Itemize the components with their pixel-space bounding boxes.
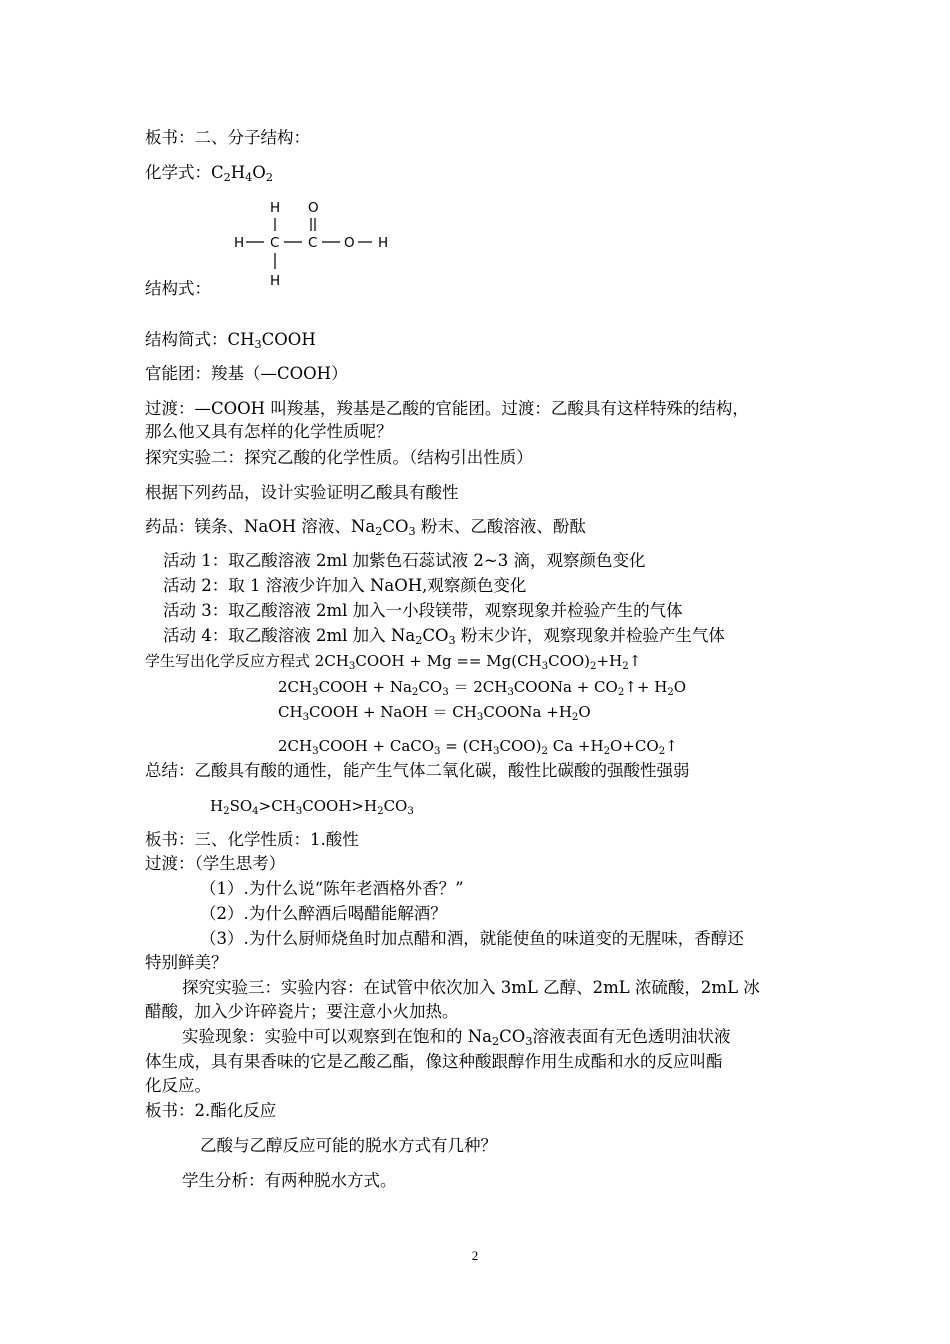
text: ＝ 2CH (448, 678, 508, 696)
atom-bottom-h: H (270, 273, 281, 289)
text: 过渡：—COOH 叫羧基，羧基是乙酸的官能团。过渡：乙酸具有这样特殊的结构， (145, 399, 749, 418)
line-experiment-3-cont (145, 1001, 459, 1023)
text: O+CO (610, 737, 659, 755)
sub: 3 (507, 686, 514, 698)
sub: 2 (622, 660, 629, 672)
sub: 2 (223, 805, 230, 817)
sub: 2 (541, 745, 548, 757)
text: COO) (499, 737, 542, 755)
text: COOH + Na (318, 678, 412, 696)
line-structural-label (145, 278, 211, 300)
sub: 2 (375, 525, 383, 539)
text: CO (499, 1027, 526, 1046)
sub: 3 (434, 745, 441, 757)
line-summary (145, 760, 690, 782)
line-activity-1 (163, 550, 645, 572)
structural-formula-svg (232, 198, 402, 290)
text: 粉末、乙酸溶液、酚酞 (415, 517, 586, 536)
line-reagents (145, 516, 586, 538)
line-student-analysis (182, 1170, 397, 1192)
text: 根据下列药品，设计实验证明乙酸具有酸性 (145, 483, 459, 502)
sub: 3 (407, 805, 414, 817)
text: CO (418, 678, 443, 696)
line-transition-think (145, 853, 285, 875)
line-design-experiment (145, 482, 459, 504)
text: 板书：2.酯化反应 (145, 1101, 277, 1120)
line-equation-mg (145, 650, 641, 672)
text: 化学式：C (145, 163, 224, 182)
line-equation-naoh (278, 701, 591, 723)
text: O (252, 163, 266, 182)
sub: 3 (442, 686, 449, 698)
line-question-3 (200, 928, 744, 950)
line-simplified-formula (145, 329, 316, 351)
text: （1）.为什么说“陈年老酒格外香？” (200, 879, 464, 898)
sub: 2 (658, 745, 666, 757)
sub: 2 (265, 171, 273, 185)
line-transition-2 (145, 421, 393, 443)
text: 2CH (278, 678, 313, 696)
line-acid-order (210, 795, 414, 817)
text: 活动 2：取 1 溶液少许加入 NaOH,观察颜色变化 (163, 576, 527, 595)
text: CO (383, 797, 408, 815)
sub: 2 (415, 634, 423, 648)
text: 活动 1：取乙酸溶液 2ml 加紫色石蕊试液 2~3 滴，观察颜色变化 (163, 551, 646, 570)
line-board-chemical-props (145, 829, 359, 851)
text: 过渡：（学生思考） (145, 854, 286, 873)
sub: 2 (603, 745, 611, 757)
atom-top-h: H (270, 200, 281, 216)
sub: 3 (312, 686, 319, 698)
text: 结构式： (145, 279, 211, 298)
text: COOH (261, 330, 316, 349)
line-experiment-2 (145, 447, 533, 469)
line-equation-caco3 (278, 735, 678, 757)
text: 总结：乙酸具有酸的通性，能产生气体二氧化碳，酸性比碳酸的强酸性强弱 (145, 761, 690, 780)
text: 药品：镁条、NaOH 溶液、Na (145, 517, 376, 536)
text: 官能团：羧基（—COOH） (145, 364, 348, 383)
text: 学生写出化学反应方程式 2CH (145, 652, 349, 670)
text: 粉末少许，观察现象并检验产生气体 (455, 626, 725, 645)
line-activity-4 (163, 625, 725, 647)
line-board-structure (145, 127, 310, 149)
text: 学生分析：有两种脱水方式。 (182, 1171, 397, 1190)
sub: 2 (492, 1035, 500, 1049)
text: COOH + CaCO (318, 737, 435, 755)
text: CH (278, 703, 303, 721)
line-experiment-3 (182, 977, 760, 999)
line-activity-3 (163, 600, 683, 622)
sub: 3 (541, 660, 549, 672)
text: 探究实验二：探究乙酸的化学性质。（结构引出性质） (145, 448, 533, 467)
line-question-2 (200, 903, 447, 925)
sub: 2 (571, 711, 579, 723)
sub: 3 (302, 711, 310, 723)
text: ↑+ H (624, 678, 668, 696)
line-chemical-formula (145, 162, 273, 184)
sub: 2 (617, 686, 625, 698)
text: 化反应。 (145, 1076, 211, 1095)
line-dehydration-question (200, 1135, 497, 1157)
line-question-1 (200, 878, 464, 900)
text: COONa +H (483, 703, 572, 721)
text: 实验现象：实验中可以观察到在饱和的 Na (182, 1027, 493, 1046)
sub: 4 (252, 805, 259, 817)
atom-top-o: O (308, 200, 319, 216)
text: ↑ (665, 737, 678, 755)
line-functional-group (145, 363, 348, 385)
sub: 3 (448, 634, 456, 648)
text: H (230, 163, 246, 182)
text: COONa + CO (513, 678, 618, 696)
structural-formula (232, 198, 402, 295)
text: COOH + NaOH ＝ CH (309, 703, 477, 721)
text: 溶液表面有无色透明油状液 (532, 1027, 731, 1046)
line-activity-2 (163, 575, 526, 597)
text: 体生成，具有果香味的它是乙酸乙酯，像这种酸跟醇作用生成酯和水的反应叫酯 (145, 1052, 723, 1071)
atom-c1: C (270, 235, 280, 251)
line-phenomenon-cont-2 (145, 1075, 211, 1097)
text: CO (422, 626, 449, 645)
text: 探究实验三：实验内容：在试管中依次加入 3mL 乙醇、2mL 浓硫酸，2mL 冰 (182, 978, 760, 997)
text: COOH>H (302, 797, 378, 815)
text: 乙酸与乙醇反应可能的脱水方式有几种？ (200, 1136, 497, 1155)
text: 特别鲜美？ (145, 953, 228, 972)
text: H (210, 797, 224, 815)
text: O (578, 703, 591, 721)
sub: 3 (493, 745, 500, 757)
line-equation-na2co3 (278, 676, 686, 698)
line-board-esterification (145, 1100, 276, 1122)
sub: 3 (525, 1035, 533, 1049)
atom-left-h: H (234, 235, 245, 251)
sub: 2 (223, 171, 231, 185)
sub: 3 (254, 338, 262, 352)
text: 2CH (278, 737, 313, 755)
atom-o: O (344, 235, 355, 251)
sub: 4 (245, 171, 253, 185)
sub: 2 (377, 805, 384, 817)
sub: 3 (408, 525, 416, 539)
text: 活动 4：取乙酸溶液 2ml 加入 Na (163, 626, 416, 645)
sub: 3 (295, 805, 303, 817)
text: 醋酸，加入少许碎瓷片；要注意小火加热。 (145, 1002, 459, 1021)
line-phenomenon-cont-1 (145, 1051, 723, 1073)
sub: 2 (590, 660, 597, 672)
text: CO (382, 517, 409, 536)
text: 板书：三、化学性质：1.酸性 (145, 830, 359, 849)
text: ↑ (628, 652, 642, 670)
text: COOH + Mg == Mg(CH (355, 652, 542, 670)
sub: 2 (667, 686, 674, 698)
text: 板书：二、分子结构： (145, 128, 310, 147)
line-transition-1 (145, 398, 749, 420)
text: 活动 3：取乙酸溶液 2ml 加入一小段镁带，观察现象并检验产生的气体 (163, 601, 683, 620)
sub: 3 (476, 711, 484, 723)
text: +H (596, 652, 623, 670)
atom-right-h: H (378, 235, 389, 251)
text: Ca +H (547, 737, 604, 755)
line-question-3-cont (145, 952, 228, 974)
text: 那么他又具有怎样的化学性质呢？ (145, 422, 393, 441)
line-phenomenon (182, 1026, 730, 1048)
text: （3）.为什么厨师烧鱼时加点醋和酒，就能使鱼的味道变的无腥味，香醇还 (200, 929, 744, 948)
text: O (673, 678, 687, 696)
text: >CH (258, 797, 296, 815)
text: （2）.为什么醉酒后喝醋能解酒？ (200, 904, 447, 923)
sub: 3 (312, 745, 319, 757)
atom-c2: C (308, 235, 318, 251)
page-number: 2 (471, 1248, 479, 1263)
text: 结构简式：CH (145, 330, 255, 349)
text: = (CH (440, 737, 494, 755)
sub: 2 (411, 686, 419, 698)
text: COO) (548, 652, 591, 670)
sub: 3 (348, 660, 356, 672)
text: SO (229, 797, 253, 815)
